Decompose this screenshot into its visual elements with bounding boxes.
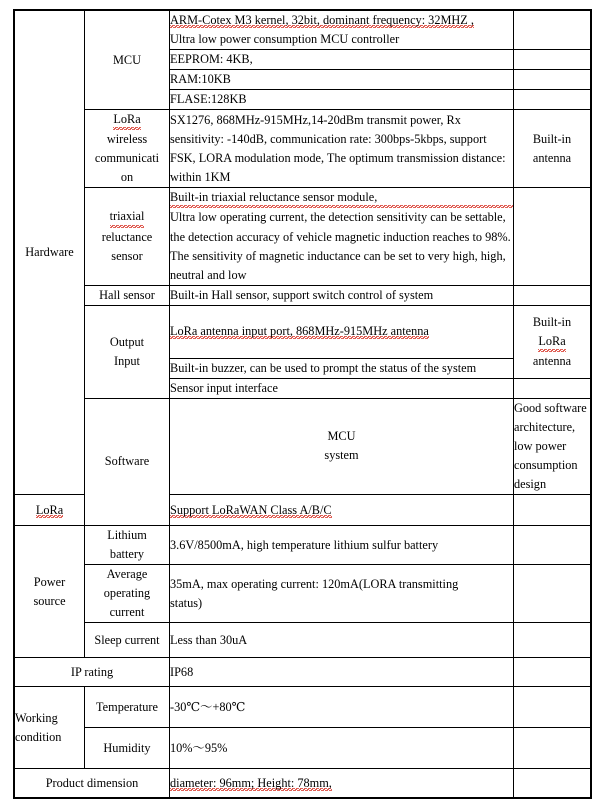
subcategory-sleep-current (85, 623, 170, 658)
output-input-label-line-1: Output (109, 334, 145, 349)
remark-cell-eeprom (514, 50, 591, 70)
average-current-label-line-2: operating (103, 586, 151, 601)
lora-wireless-label-line-1: LoRa (113, 110, 140, 130)
output-input-description-3: Sensor input interface (170, 378, 514, 398)
product-dimension-value (170, 769, 514, 798)
product-specification-table (14, 10, 591, 798)
table-row (15, 623, 591, 658)
subcategory-triaxial-sensor (85, 188, 170, 285)
triaxial-label-line-1: triaxial (110, 207, 145, 227)
subcategory-mcu-system (170, 398, 514, 494)
category-hardware-label: Hardware (25, 244, 74, 259)
lora-wireless-remark-line-1: Built-in (532, 131, 572, 146)
table-row (15, 658, 591, 687)
output-input-remark-line-3: antenna (532, 353, 572, 368)
subcategory-hall-sensor (85, 285, 170, 305)
remark-cell-ram (514, 70, 591, 90)
remark-cell-hall-sensor (514, 285, 591, 305)
sleep-current-label: Sleep current (94, 632, 160, 647)
lithium-battery-description: 3.6V/8500mA, high temperature lithium sulfur battery (170, 526, 514, 565)
table-row (15, 565, 591, 623)
lora-wireless-remark-line-2: antenna (532, 150, 572, 165)
product-dimension-value-text: diameter: 96mm; Height: 78mm, (170, 775, 332, 790)
subcategory-software-lora (15, 495, 85, 526)
hall-sensor-description: Built-in Hall sensor, support switch control of system (170, 285, 514, 305)
mcu-core-line-1-text: ARM-Cotex M3 kernel, 32bit, dominant frequency: 32MHZ , (170, 13, 474, 27)
subcategory-temperature (85, 687, 170, 728)
ip-rating-label: IP rating (70, 664, 114, 679)
humidity-value: 10%～95% (170, 728, 514, 769)
triaxial-description-line-1: Built-in triaxial reluctance sensor module, (170, 188, 513, 208)
mcu-system-description: Good software architecture, low power consumption design (514, 398, 591, 494)
output-input-remark-line-2: LoRa (538, 332, 565, 352)
table-row (15, 110, 591, 188)
remark-cell-product-dimension (514, 769, 591, 798)
remark-cell-sleep-current (514, 623, 591, 658)
remark-cell-average-current (514, 565, 591, 623)
category-hardware (15, 11, 85, 495)
remark-cell-temperature (514, 687, 591, 728)
lora-wireless-label-line-3: communicati (94, 151, 160, 166)
table-row (15, 11, 591, 50)
lora-wireless-description: SX1276, 868MHz-915MHz,14-20dBm transmit power, Rx sensitivity: -140dB, communication rate: 300bps-5kbps, support FSK, LORA modulation mode, The optimum transmission distance: within 1KM (170, 110, 514, 188)
power-source-label-line-1: Power (33, 574, 66, 589)
triaxial-description (170, 188, 514, 285)
table-row (15, 728, 591, 769)
subcategory-lithium-battery (85, 526, 170, 565)
average-current-desc-line-1: 35mA, max operating current: 120mA(LORA transmitting (170, 576, 459, 591)
humidity-label: Humidity (103, 740, 151, 755)
working-condition-label-line-1: Working (15, 710, 58, 725)
lora-wireless-label-line-4: on (120, 170, 134, 185)
table-row (15, 398, 591, 494)
mcu-flash-value: FLASE:128KB (170, 90, 514, 110)
lora-wireless-remark (514, 110, 591, 188)
category-power-source (15, 526, 85, 658)
mcu-core-line-2: Ultra low power consumption MCU controller (170, 32, 400, 47)
lora-wireless-label-line-2: wireless (106, 132, 148, 147)
temperature-label: Temperature (96, 699, 158, 714)
output-input-description-1 (170, 305, 514, 358)
mcu-core-description (170, 11, 514, 50)
table-row (15, 526, 591, 565)
output-input-label-line-2: Input (114, 353, 140, 368)
mcu-system-label-line-1: MCU (327, 429, 356, 444)
software-lora-label: LoRa (35, 502, 64, 517)
temperature-value: -30℃～+80℃ (170, 687, 514, 728)
table-row (15, 285, 591, 305)
output-input-description-1-text: LoRa antenna input port, 868MHz-915MHz antenna (170, 324, 429, 339)
remark-cell-mcu-core (514, 11, 591, 50)
subcategory-average-operating-current (85, 565, 170, 623)
hall-sensor-label: Hall sensor (99, 287, 155, 302)
average-operating-current-description (170, 565, 514, 623)
mcu-system-label-line-2: system (324, 448, 359, 463)
output-input-remark (514, 305, 591, 378)
remark-cell-flash (514, 90, 591, 110)
triaxial-label-line-2: reluctance (101, 229, 153, 244)
triaxial-description-line-2: Ultra low operating current, the detection sensitivity can be settable, the detection accuracy of vehicle magnetic induction reaches to 98%. The sensitivity of magnetic inductance can be set to very high, high, neutral and low (170, 210, 511, 282)
category-software (85, 398, 170, 525)
triaxial-label-line-3: sensor (111, 248, 143, 263)
subcategory-mcu-label: MCU (112, 52, 142, 67)
ip-rating-value: IP68 (170, 658, 514, 687)
subcategory-output-input (85, 305, 170, 398)
subcategory-mcu (85, 11, 170, 110)
remark-cell-lithium-battery (514, 526, 591, 565)
category-product-dimension (15, 769, 170, 798)
table-row (15, 188, 591, 285)
output-input-description-2: Built-in buzzer, can be used to prompt the status of the system (170, 358, 514, 378)
lithium-battery-label-line-2: battery (109, 547, 145, 562)
mcu-core-line-1 (170, 11, 513, 30)
software-lora-description (170, 495, 514, 526)
mcu-eeprom-value: EEPROM: 4KB, (170, 50, 514, 70)
subcategory-lora-wireless (85, 110, 170, 188)
subcategory-humidity (85, 728, 170, 769)
remark-cell-triaxial (514, 188, 591, 285)
mcu-ram-value: RAM:10KB (170, 70, 514, 90)
category-ip-rating (15, 658, 170, 687)
table-row (15, 769, 591, 798)
category-software-label: Software (104, 454, 150, 469)
remark-cell-software-lora (514, 495, 591, 526)
lithium-battery-label-line-1: Lithium (107, 528, 147, 543)
working-condition-label-line-2: condition (15, 729, 62, 744)
software-lora-description-text: Support LoRaWAN Class A/B/C (170, 502, 332, 517)
remark-cell-sensor-input (514, 378, 591, 398)
remark-cell-ip-rating (514, 658, 591, 687)
average-current-label-line-1: Average (106, 567, 148, 582)
output-input-remark-line-1: Built-in (532, 314, 572, 329)
average-current-desc-line-2: status) (170, 595, 203, 610)
average-current-label-line-3: current (109, 605, 145, 620)
power-source-label-line-2: source (33, 593, 66, 608)
remark-cell-humidity (514, 728, 591, 769)
sleep-current-description: Less than 30uA (170, 623, 514, 658)
category-working-condition (15, 687, 85, 769)
product-dimension-label: Product dimension (45, 775, 139, 790)
table-row (15, 305, 591, 358)
table-row (15, 687, 591, 728)
